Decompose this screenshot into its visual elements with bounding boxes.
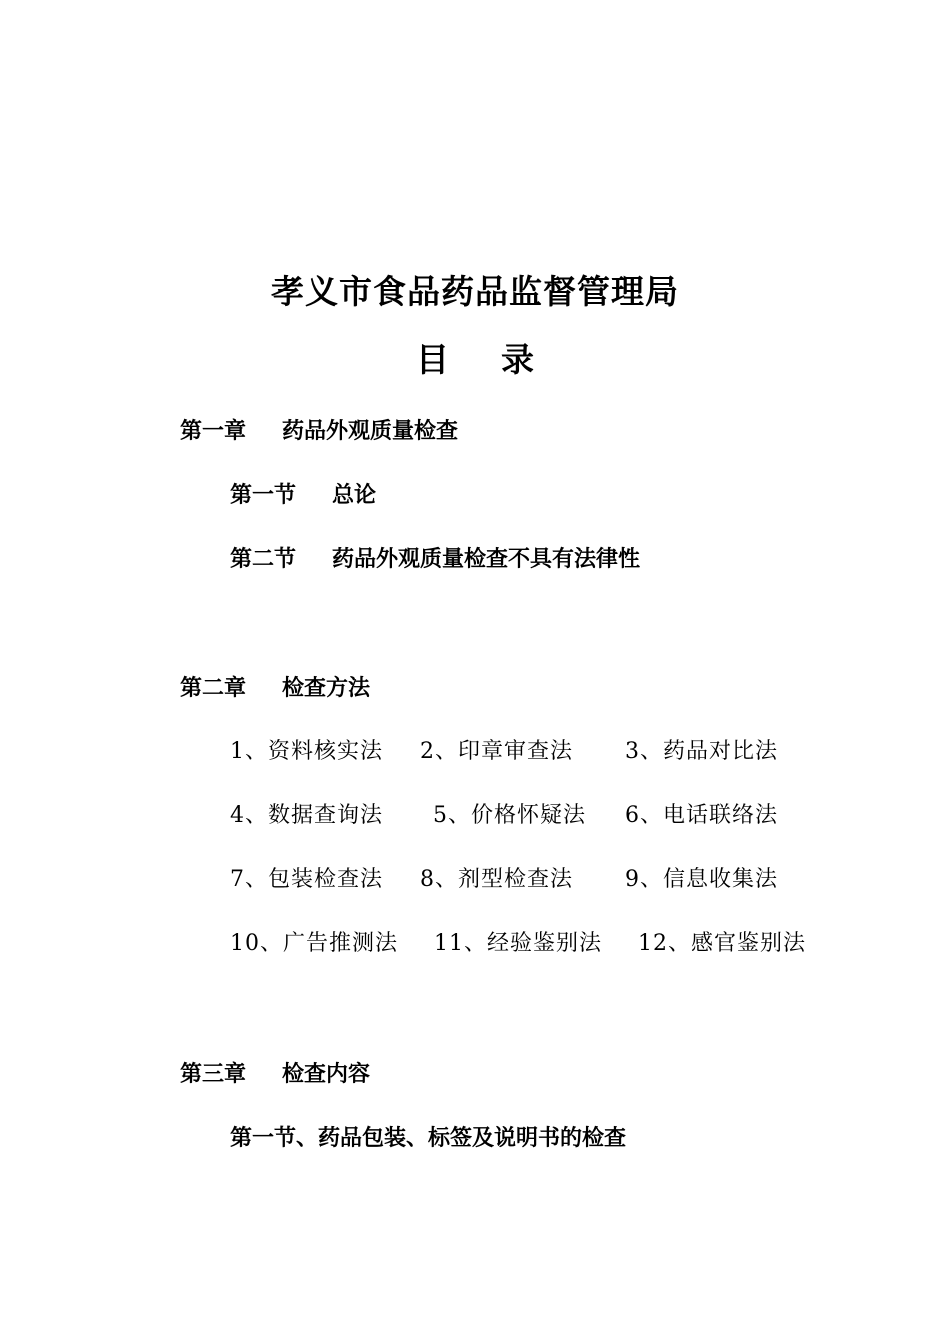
chapter-3-heading	[180, 1059, 370, 1089]
toc-heading-char-1: 目	[416, 340, 449, 379]
chapter-1-heading	[180, 416, 458, 446]
chapter-title: 检查方法	[282, 675, 371, 701]
chapter-1-section-1	[230, 480, 376, 510]
chapter-number: 第二章	[180, 675, 247, 701]
chapter-number: 第三章	[180, 1061, 247, 1087]
chapter-number: 第一章	[180, 418, 247, 444]
section-number: 第一节	[230, 482, 297, 508]
toc-heading	[0, 338, 950, 382]
method-item: 7、包装检查法	[230, 867, 383, 892]
method-item: 11、经验鉴别法	[434, 931, 602, 956]
method-item: 1、资料核实法	[230, 739, 383, 764]
section-number: 第二节	[230, 546, 297, 572]
chapter-2-heading	[180, 673, 370, 703]
method-item: 5、价格怀疑法	[433, 803, 586, 828]
method-item: 9、信息收集法	[625, 867, 778, 892]
method-item: 2、印章审查法	[420, 739, 573, 764]
method-item: 10、广告推测法	[230, 931, 398, 956]
method-item: 3、药品对比法	[625, 739, 778, 764]
chapter-3-section-1: 第一节、药品包装、标签及说明书的检查	[230, 1125, 627, 1151]
toc-heading-char-2: 录	[501, 340, 534, 379]
chapter-1-section-2	[230, 544, 640, 574]
chapter-title: 药品外观质量检查	[282, 418, 459, 444]
chapter-title: 检查内容	[282, 1061, 371, 1087]
method-item: 6、电话联络法	[625, 803, 778, 828]
method-item: 8、剂型检查法	[420, 867, 573, 892]
section-title: 总论	[332, 482, 377, 508]
organization-title: 孝义市食品药品监督管理局	[271, 272, 679, 311]
method-item: 4、数据查询法	[230, 803, 383, 828]
method-item: 12、感官鉴别法	[638, 931, 806, 956]
section-title: 药品外观质量检查不具有法律性	[332, 546, 641, 572]
